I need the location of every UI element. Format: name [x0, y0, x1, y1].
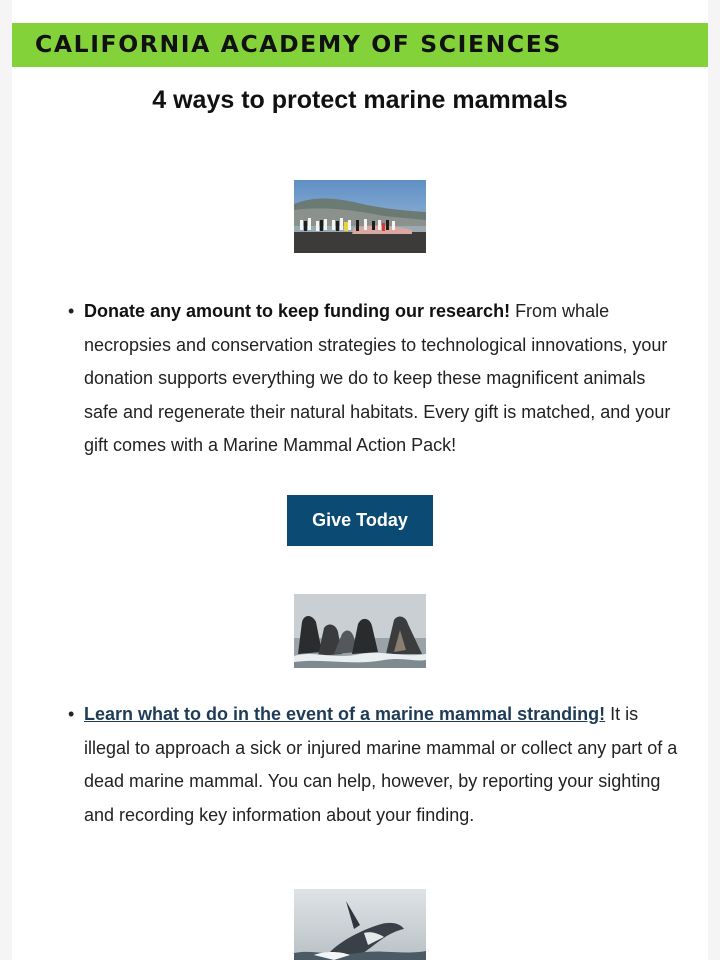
bullet-icon: • [68, 704, 75, 724]
humpback-whales-feeding-photo[interactable] [294, 594, 426, 668]
banner-logo-text: CALIFORNIA ACADEMY OF SCIENCES [35, 30, 562, 58]
email-body [12, 0, 708, 960]
stranding-link[interactable]: Learn what to do in the event of a marine mammal stranding! [84, 704, 606, 724]
bullet-icon: • [68, 301, 75, 321]
page-title: 4 ways to protect marine mammals [152, 86, 568, 114]
list-item-donate [68, 295, 684, 463]
humpback-whale-breaching-photo[interactable] [294, 889, 426, 960]
item-lead: Donate any amount to keep funding our research! [84, 301, 511, 321]
list-item-stranding [68, 698, 684, 832]
give-today-button[interactable]: Give Today [287, 495, 433, 546]
header-banner[interactable] [12, 23, 708, 67]
beach-whale-necropsy-photo[interactable] [294, 180, 426, 253]
item-body: From whale necropsies and conservation strategies to technological innovations, your donation supports everything we do to keep these magnificent animals safe and regenerate their natural habitats. Every gift is matched, and your gift comes with a Marine Mammal Action Pack! [84, 301, 671, 456]
item-body: It is illegal to approach a sick or injured marine mammal or collect any part of a dead marine mammal. You can help, however, by reporting your sighting and recording key information about your finding. [84, 704, 678, 825]
